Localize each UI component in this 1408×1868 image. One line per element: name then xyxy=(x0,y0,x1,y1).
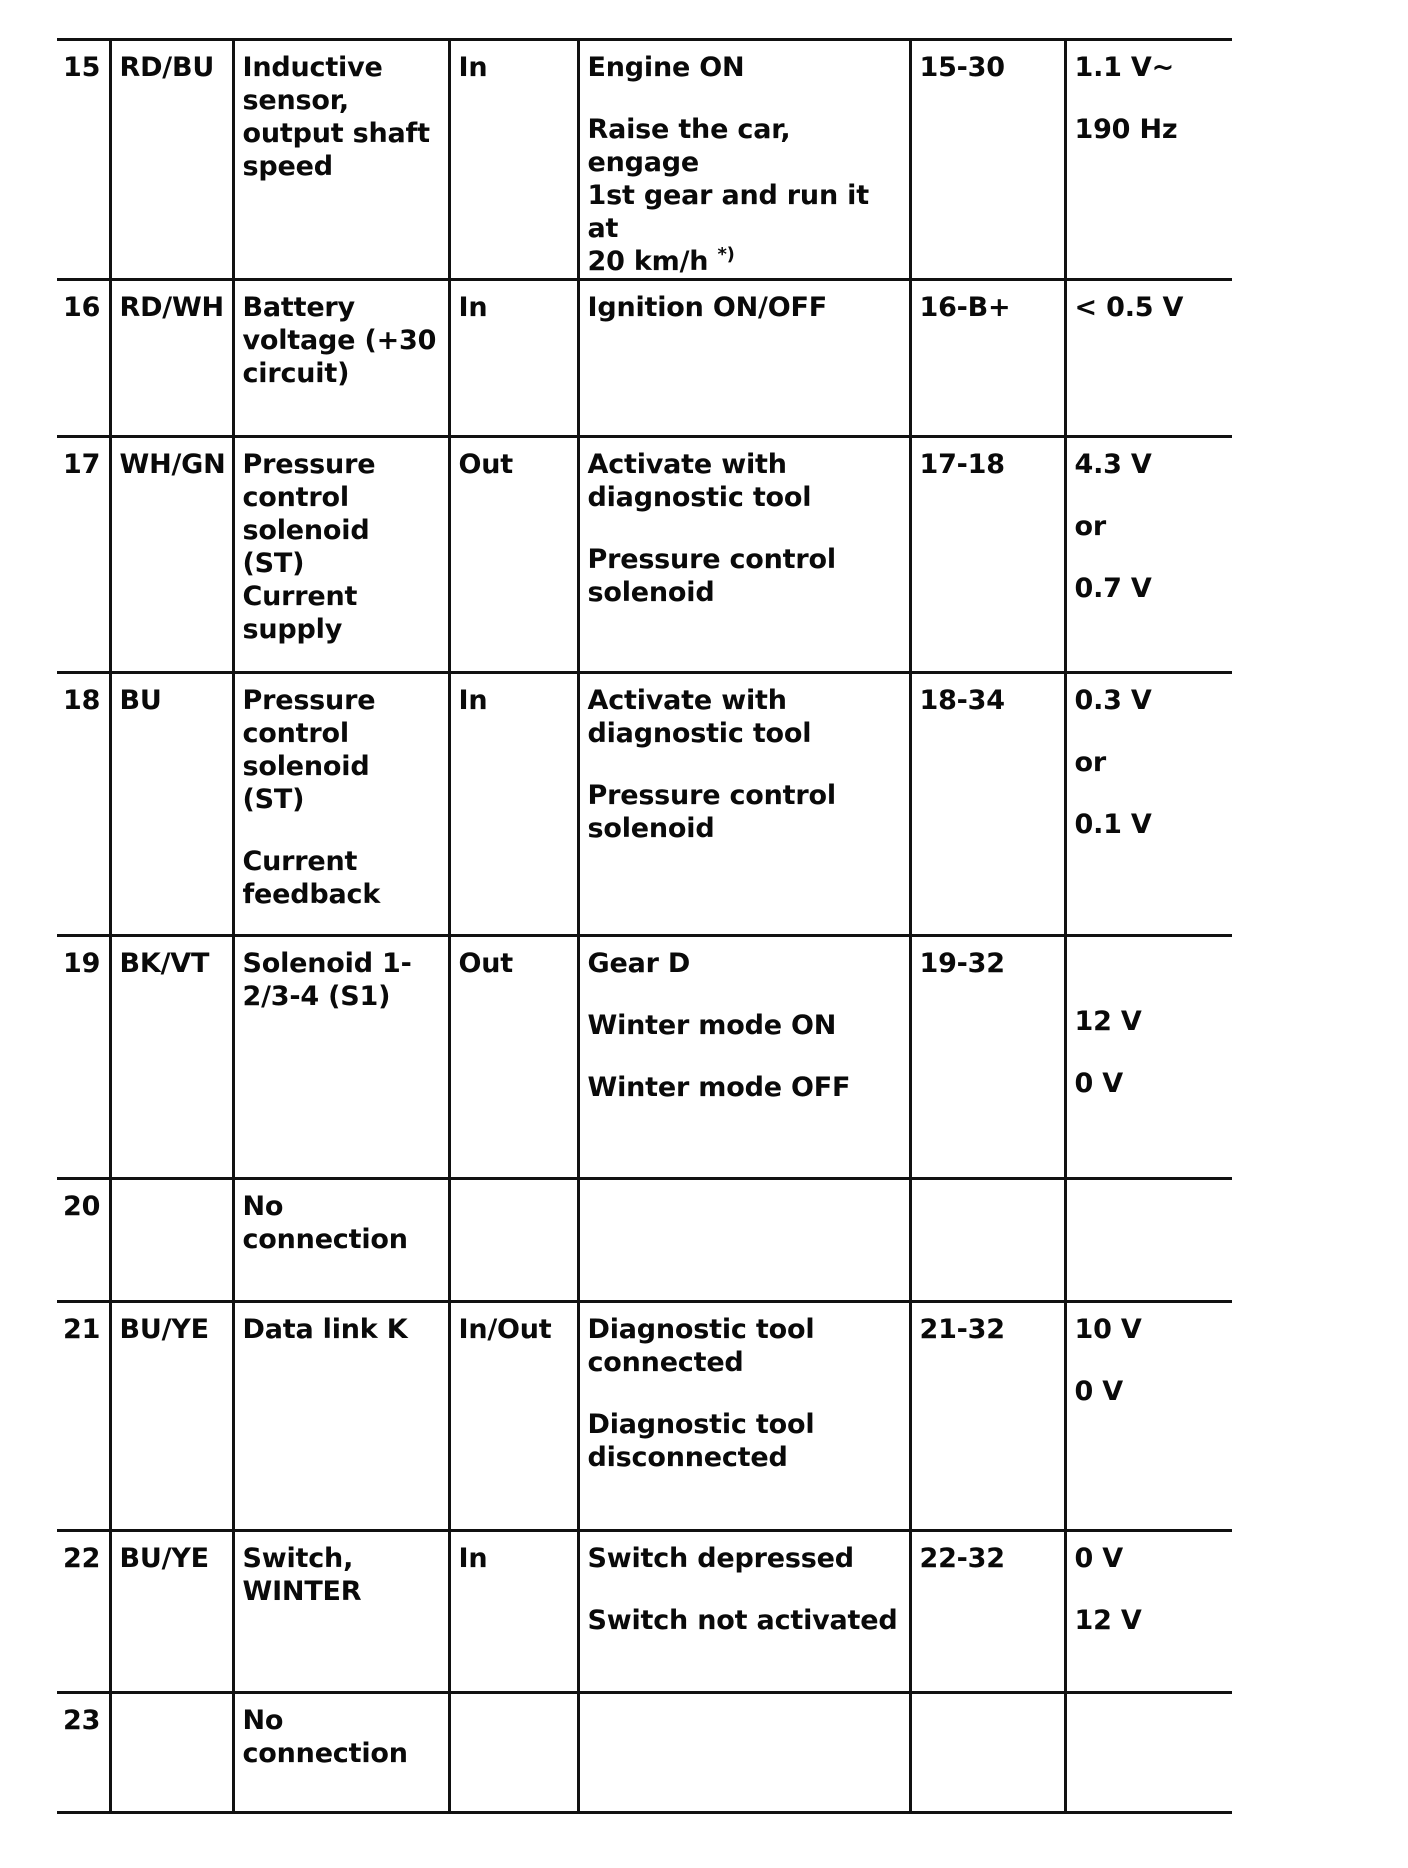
measure-between: 18-34 xyxy=(910,673,1065,936)
function-line xyxy=(243,1223,440,1256)
wire-color xyxy=(110,1693,233,1813)
value-spacer xyxy=(1075,543,1225,572)
pin-number: 15 xyxy=(57,40,110,280)
table-row xyxy=(57,673,1232,936)
function-text: control xyxy=(242,482,349,513)
condition-text: Engine ON xyxy=(587,52,745,83)
test-condition xyxy=(578,1693,910,1813)
test-condition xyxy=(578,1302,910,1531)
table-row xyxy=(57,40,1232,280)
value-spacer xyxy=(1075,717,1225,746)
function-line xyxy=(243,481,440,514)
value-line xyxy=(1075,1067,1225,1100)
condition-line xyxy=(588,947,901,980)
function-text: circuit) xyxy=(242,358,350,389)
function-line xyxy=(243,1542,440,1575)
signal-direction xyxy=(449,1693,578,1813)
function-text: No xyxy=(242,1191,284,1222)
function-line xyxy=(243,1704,440,1737)
value-spacer xyxy=(1075,1038,1225,1067)
value-text: 0.1 V xyxy=(1074,809,1152,840)
condition-text: Pressure control xyxy=(587,544,836,575)
condition-line xyxy=(588,684,901,717)
condition-spacer xyxy=(588,84,901,113)
value-spacer xyxy=(1075,84,1225,113)
condition-line xyxy=(588,543,901,576)
pin-number: 23 xyxy=(57,1693,110,1813)
condition-line xyxy=(588,1542,901,1575)
condition-line xyxy=(588,291,901,324)
signal-function xyxy=(233,936,449,1179)
condition-text: Gear D xyxy=(587,948,691,979)
value-line xyxy=(1075,1604,1225,1637)
value-text: 0 V xyxy=(1074,1068,1123,1099)
pinout-table xyxy=(57,38,1232,1814)
condition-line xyxy=(588,179,901,245)
pin-number: 20 xyxy=(57,1179,110,1302)
signal-function xyxy=(233,1179,449,1302)
value-text: 4.3 V xyxy=(1074,449,1152,480)
function-line xyxy=(243,84,440,117)
function-spacer xyxy=(243,816,440,845)
wire-color: BU/YE xyxy=(110,1302,233,1531)
condition-text: 1st gear and run it at xyxy=(587,180,879,244)
value-text: 0 V xyxy=(1074,1376,1123,1407)
signal-function xyxy=(233,437,449,673)
condition-line xyxy=(588,113,901,179)
condition-line xyxy=(588,51,901,84)
condition-text: diagnostic tool xyxy=(587,718,812,749)
wire-color: RD/BU xyxy=(110,40,233,280)
table-row xyxy=(57,936,1232,1179)
condition-text: connected xyxy=(587,1347,744,1378)
table-row xyxy=(57,1302,1232,1531)
function-line xyxy=(243,357,440,390)
value-line xyxy=(1075,746,1225,779)
condition-line xyxy=(588,1009,901,1042)
function-line xyxy=(243,717,440,750)
condition-line xyxy=(588,1071,901,1104)
value-line xyxy=(1075,113,1225,146)
table-row xyxy=(57,1531,1232,1693)
test-condition xyxy=(578,437,910,673)
function-text: Pressure xyxy=(242,449,376,480)
value-text: 1.1 V~ xyxy=(1074,52,1175,83)
condition-text: Activate with xyxy=(587,449,787,480)
measure-between: 21-32 xyxy=(910,1302,1065,1531)
condition-text: Raise the car, engage xyxy=(587,114,800,178)
value-text: or xyxy=(1074,747,1106,778)
value-text: or xyxy=(1074,511,1106,542)
wire-color: BU xyxy=(110,673,233,936)
function-line xyxy=(243,580,440,613)
condition-text: Pressure control xyxy=(587,780,836,811)
function-line xyxy=(243,51,440,84)
signal-function xyxy=(233,673,449,936)
function-text: output shaft xyxy=(242,118,430,149)
value-text: 12 V xyxy=(1074,1605,1142,1636)
condition-line xyxy=(588,812,901,845)
signal-direction: Out xyxy=(449,936,578,1179)
test-condition xyxy=(578,673,910,936)
table-row xyxy=(57,1693,1232,1813)
function-text: Current xyxy=(242,846,358,877)
function-line xyxy=(243,684,440,717)
nominal-value xyxy=(1065,936,1232,1179)
condition-spacer xyxy=(588,750,901,779)
function-line xyxy=(243,980,440,1013)
pin-number: 21 xyxy=(57,1302,110,1531)
function-text: Data link K xyxy=(242,1314,408,1345)
signal-function xyxy=(233,1531,449,1693)
value-spacer xyxy=(1075,779,1225,808)
measure-between: 17-18 xyxy=(910,437,1065,673)
condition-spacer xyxy=(588,514,901,543)
value-spacer xyxy=(1075,947,1225,976)
condition-spacer xyxy=(588,980,901,1009)
function-line xyxy=(243,845,440,878)
condition-line xyxy=(588,717,901,750)
wire-color xyxy=(110,1179,233,1302)
measure-between: 22-32 xyxy=(910,1531,1065,1693)
value-text: 0.3 V xyxy=(1074,685,1152,716)
condition-spacer xyxy=(588,1575,901,1604)
value-text: < 0.5 V xyxy=(1074,292,1184,323)
function-text: WINTER xyxy=(242,1576,362,1607)
function-text: connection xyxy=(242,1224,408,1255)
function-text: supply xyxy=(242,614,343,645)
condition-text: disconnected xyxy=(587,1442,788,1473)
function-text: solenoid (ST) xyxy=(242,515,379,579)
condition-text: diagnostic tool xyxy=(587,482,812,513)
function-line xyxy=(243,150,440,183)
signal-function xyxy=(233,1302,449,1531)
value-line xyxy=(1075,291,1225,324)
measure-between: 16-B+ xyxy=(910,280,1065,437)
pin-number: 17 xyxy=(57,437,110,673)
nominal-value xyxy=(1065,40,1232,280)
measure-between: 19-32 xyxy=(910,936,1065,1179)
test-condition xyxy=(578,40,910,280)
nominal-value xyxy=(1065,1179,1232,1302)
table-row xyxy=(57,437,1232,673)
function-line xyxy=(243,613,440,646)
condition-line xyxy=(588,1441,901,1474)
signal-function xyxy=(233,280,449,437)
function-text: sensor, xyxy=(242,85,349,116)
value-text: 12 V xyxy=(1074,1006,1142,1037)
value-text: 10 V xyxy=(1074,1314,1142,1345)
function-text: Solenoid 1- xyxy=(242,948,412,979)
value-text: 0.7 V xyxy=(1074,573,1152,604)
value-text: 0 V xyxy=(1074,1543,1123,1574)
value-line xyxy=(1075,1313,1225,1346)
table-row xyxy=(57,280,1232,437)
condition-text: solenoid xyxy=(587,577,715,608)
wire-color: RD/WH xyxy=(110,280,233,437)
nominal-value xyxy=(1065,1693,1232,1813)
value-spacer xyxy=(1075,1346,1225,1375)
signal-direction: In xyxy=(449,1531,578,1693)
pin-number: 16 xyxy=(57,280,110,437)
test-condition xyxy=(578,280,910,437)
function-line xyxy=(243,1313,440,1346)
function-text: Current xyxy=(242,581,358,612)
function-line xyxy=(243,117,440,150)
condition-text: Winter mode OFF xyxy=(587,1072,851,1103)
signal-direction: Out xyxy=(449,437,578,673)
function-text: Battery xyxy=(242,292,355,323)
nominal-value xyxy=(1065,1302,1232,1531)
function-text: No xyxy=(242,1705,284,1736)
function-text: control xyxy=(242,718,349,749)
condition-text: Switch depressed xyxy=(587,1543,854,1574)
wire-color: BU/YE xyxy=(110,1531,233,1693)
measure-between xyxy=(910,1693,1065,1813)
test-condition xyxy=(578,1179,910,1302)
value-line xyxy=(1075,572,1225,605)
value-line xyxy=(1075,1542,1225,1575)
function-text: solenoid (ST) xyxy=(242,751,379,815)
function-line xyxy=(243,1190,440,1223)
signal-direction: In xyxy=(449,280,578,437)
wire-color: WH/GN xyxy=(110,437,233,673)
condition-text: Diagnostic tool xyxy=(587,1314,815,1345)
condition-text: Winter mode ON xyxy=(587,1010,837,1041)
function-line xyxy=(243,750,440,816)
condition-spacer xyxy=(588,1042,901,1071)
condition-text: Activate with xyxy=(587,685,787,716)
function-line xyxy=(243,878,440,911)
condition-line xyxy=(588,779,901,812)
function-text: connection xyxy=(242,1738,408,1769)
value-line xyxy=(1075,1005,1225,1038)
condition-line xyxy=(588,1604,901,1637)
value-line xyxy=(1075,51,1225,84)
condition-text: solenoid xyxy=(587,813,715,844)
table-row xyxy=(57,1179,1232,1302)
value-spacer xyxy=(1075,976,1225,1005)
function-line xyxy=(243,947,440,980)
value-line xyxy=(1075,510,1225,543)
condition-line xyxy=(588,576,901,609)
nominal-value xyxy=(1065,280,1232,437)
signal-function xyxy=(233,1693,449,1813)
condition-line xyxy=(588,1313,901,1346)
value-line xyxy=(1075,1375,1225,1408)
signal-direction xyxy=(449,1179,578,1302)
wire-color: BK/VT xyxy=(110,936,233,1179)
signal-direction: In xyxy=(449,673,578,936)
function-text: speed xyxy=(242,151,333,182)
condition-line xyxy=(588,481,901,514)
function-text: Inductive xyxy=(242,52,383,83)
condition-line xyxy=(588,448,901,481)
value-text: 190 Hz xyxy=(1074,114,1178,145)
nominal-value xyxy=(1065,437,1232,673)
function-text: feedback xyxy=(242,879,381,910)
function-line xyxy=(243,291,440,324)
condition-spacer xyxy=(588,1379,901,1408)
condition-text: Diagnostic tool xyxy=(587,1409,815,1440)
pin-number: 19 xyxy=(57,936,110,1179)
value-line xyxy=(1075,448,1225,481)
condition-text: 20 km/h xyxy=(587,246,709,277)
pin-number: 18 xyxy=(57,673,110,936)
measure-between: 15-30 xyxy=(910,40,1065,280)
nominal-value xyxy=(1065,673,1232,936)
measure-between xyxy=(910,1179,1065,1302)
function-line xyxy=(243,514,440,580)
function-line xyxy=(243,324,440,357)
pinout-table-page xyxy=(57,38,1232,1814)
signal-direction: In xyxy=(449,40,578,280)
value-spacer xyxy=(1075,481,1225,510)
function-line xyxy=(243,448,440,481)
function-line xyxy=(243,1575,440,1608)
condition-line xyxy=(588,1408,901,1441)
function-text: Switch, xyxy=(242,1543,354,1574)
test-condition xyxy=(578,1531,910,1693)
value-line xyxy=(1075,684,1225,717)
condition-line xyxy=(588,1346,901,1379)
signal-function xyxy=(233,40,449,280)
function-text: voltage (+30 xyxy=(242,325,437,356)
condition-text: Switch not activated xyxy=(587,1605,898,1636)
nominal-value xyxy=(1065,1531,1232,1693)
signal-direction: In/Out xyxy=(449,1302,578,1531)
test-condition xyxy=(578,936,910,1179)
pin-number: 22 xyxy=(57,1531,110,1693)
value-line xyxy=(1075,808,1225,841)
function-text: 2/3-4 (S1) xyxy=(242,981,391,1012)
footnote-marker: *) xyxy=(717,244,735,265)
condition-line xyxy=(588,245,901,278)
function-text: Pressure xyxy=(242,685,376,716)
condition-text: Ignition ON/OFF xyxy=(587,292,827,323)
value-spacer xyxy=(1075,1575,1225,1604)
function-line xyxy=(243,1737,440,1770)
